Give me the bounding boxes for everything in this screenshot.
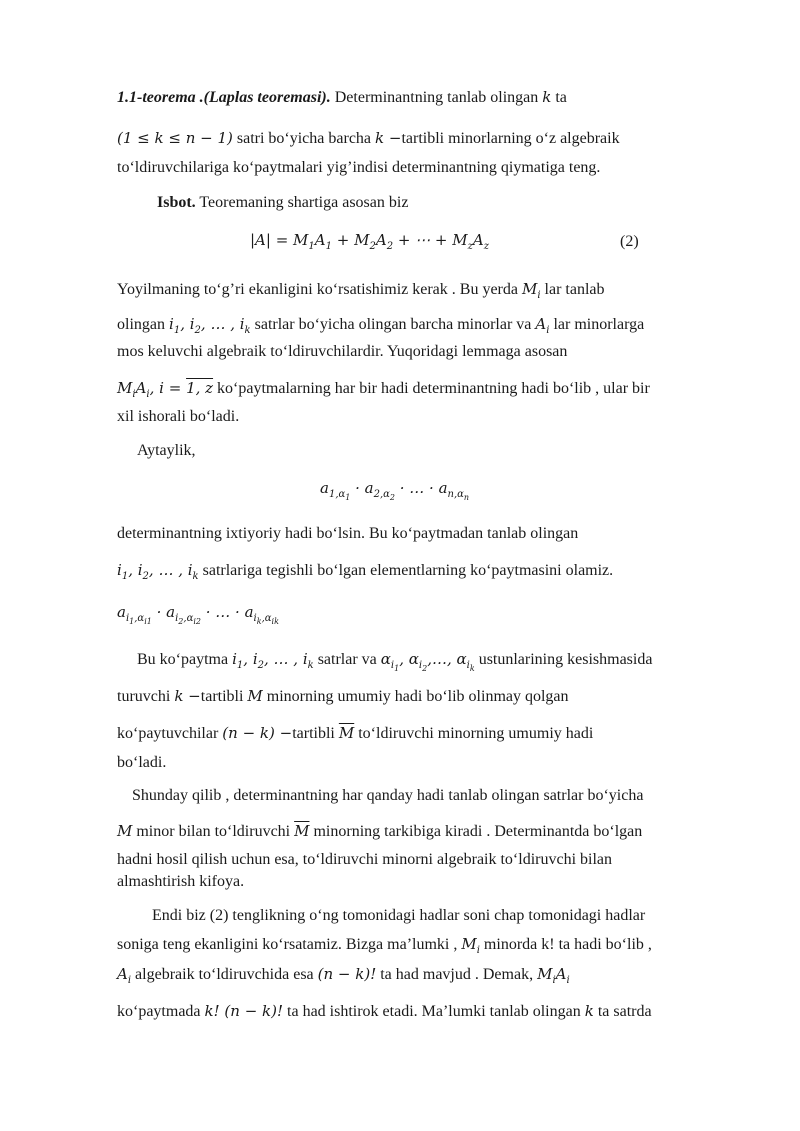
- text: Teoremaning shartiga asosan biz: [195, 194, 409, 211]
- text: ko‘paytmalarning har bir hadi determinantning hadi bo‘lib , ular bir: [213, 380, 650, 397]
- math-MiAi: $M_iA_i$: [537, 965, 570, 986]
- body-line-9: xil ishorali bo‘ladi.: [117, 408, 240, 425]
- text: ko‘paytuvchilar: [117, 725, 223, 742]
- text: turuvchi: [117, 688, 175, 705]
- body-line-6: [117, 314, 644, 341]
- formula-product-i: [117, 602, 279, 632]
- formula-2: [250, 230, 489, 257]
- text: lar tanlab: [540, 281, 605, 298]
- text: ustunlarining kesishmasida: [474, 651, 653, 668]
- body-line-19: Shunday qilib , determinantning har qanday hadi tanlab olingan satrlar bo‘yicha: [132, 787, 644, 804]
- text: ko‘paytmada: [117, 1003, 205, 1020]
- text: Determinantning tanlab olingan: [330, 89, 543, 106]
- math-product-i: $a_{i_1,\alpha_{i1}} \cdot a_{i_2,\alpha_{i2}}$ · … · $a_{i_k,\alpha_{ik}}$: [117, 603, 279, 626]
- formula-product: [320, 478, 469, 508]
- text: ta satrda: [593, 1003, 652, 1020]
- math-Mi: $M_i$: [521, 280, 541, 301]
- formula-expression: $|A| = M_1A_1 + M_2A_2$ + ⋯ + $M_zA_z$: [250, 231, 490, 252]
- body-line-26: [117, 1001, 652, 1022]
- body-line-22: almashtirish kifoya.: [117, 873, 245, 890]
- math-k-minus: k −: [174, 687, 201, 705]
- text: satrlariga tegishli bo‘lgan elementlarning ko‘paytmasini olamiz.: [198, 562, 614, 579]
- math-k: k: [542, 88, 552, 106]
- math-n-minus-k: (n − k) −: [222, 724, 293, 742]
- body-line-20: [117, 821, 642, 842]
- proof-label: Isbot.: [157, 194, 196, 211]
- text: satrlar va: [313, 651, 381, 668]
- body-line-18: bo‘ladi.: [117, 754, 167, 771]
- math-k-fact: k! (n − k)!: [204, 1002, 284, 1020]
- proof-line: [157, 193, 408, 213]
- text: tartibli minorlarning o‘z algebraik: [401, 130, 620, 147]
- math-i-list: $i_1$, $i_2$, … , $i_k$: [117, 561, 199, 582]
- math-M-bar: $\overline{M}$: [338, 724, 355, 742]
- math-k-minus: k −: [375, 129, 402, 147]
- text: olingan: [117, 316, 169, 333]
- math-Mi: $M_i$: [461, 935, 480, 956]
- math-MiAi: $M_iA_i$, i = 1, z: [117, 379, 214, 400]
- text: soniga teng ekanligini ko‘rsatamiz. Bizga ma’lumki ,: [117, 936, 462, 953]
- math-i-list: $i_1$, $i_2$, … , $i_k$: [169, 315, 251, 336]
- text: tartibli: [200, 688, 248, 705]
- body-line-10: Aytaylik,: [137, 442, 196, 459]
- math-k: k: [584, 1002, 594, 1020]
- body-line-7: mos keluvchi algebraik to‘ldiruvchilardir. Yuqoridagi lemmaga asosan: [117, 343, 568, 360]
- math-M-bar: $\overline{M}$: [294, 822, 310, 840]
- text: lar minorlarga: [549, 316, 645, 333]
- text: Bu ko‘paytma: [137, 651, 233, 668]
- text: minorning umumiy hadi bo‘lib olinmay qolgan: [262, 688, 569, 705]
- text: algebraik to‘ldiruvchida esa: [131, 966, 318, 983]
- body-line-16: [117, 686, 569, 707]
- math-alpha-list: $\alpha_{i_1}$, $\alpha_{i_2},\dots$, $\alpha_{i_k}$: [380, 650, 475, 673]
- text: minor bilan to‘ldiruvchi: [132, 823, 295, 840]
- math-condition: (1 ≤ k ≤ n − 1): [117, 129, 233, 147]
- formula-number: (2): [620, 233, 639, 250]
- math-Ai: $A_i$: [535, 315, 550, 336]
- math-M: M: [247, 687, 263, 705]
- theorem-title: 1.1-teorema .(Laplas teoremasi).: [117, 89, 331, 106]
- body-line-15: [137, 649, 652, 679]
- body-line-23: Endi biz (2) tenglikning o‘ng tomonidagi hadlar soni chap tomonidagi hadlar: [152, 907, 646, 924]
- theorem-line-2: [117, 128, 620, 149]
- body-line-12: determinantning ixtiyoriy hadi bo‘lsin. Bu ko‘paytmadan tanlab olingan: [117, 525, 579, 542]
- body-line-24: [117, 934, 652, 961]
- body-line-13: [117, 560, 613, 587]
- math-product: $a_{1,\alpha_1} \cdot a_{2,\alpha_2}$ · … · $a_{n,\alpha_n}$: [320, 479, 470, 502]
- body-line-8: [117, 378, 650, 405]
- body-line-21: hadni hosil qilish uchun esa, to‘ldiruvchi minorni algebraik to‘ldiruvchi bilan: [117, 851, 613, 868]
- text: tartibli: [292, 725, 339, 742]
- math-Ai: $A_i$: [117, 965, 132, 986]
- text: minorning tarkibiga kiradi . Determinantda bo‘lgan: [309, 823, 643, 840]
- body-line-25: [117, 964, 570, 991]
- text: Yoyilmaning to‘g’ri ekanligini ko‘rsatishimiz kerak . Bu yerda: [117, 281, 522, 298]
- body-line-5: [117, 279, 605, 306]
- theorem-line-3: to‘ldiruvchilariga ko‘paytmalari yig’indisi determinantning qiymatiga teng.: [117, 159, 601, 176]
- text: to‘ldiruvchi minorning umumiy hadi: [354, 725, 594, 742]
- theorem-line-1: [117, 87, 567, 108]
- text: ta had ishtirok etadi. Ma’lumki tanlab olingan: [283, 1003, 585, 1020]
- text: satrlar bo‘yicha olingan barcha minorlar va: [250, 316, 536, 333]
- text: minorda k! ta hadi bo‘lib ,: [479, 936, 652, 953]
- text: satri bo‘yicha barcha: [232, 130, 376, 147]
- math-i-list: $i_1$, $i_2$, … , $i_k$: [232, 650, 314, 671]
- text: ta: [551, 89, 567, 106]
- math-n-minus-k-fact: (n − k)!: [317, 965, 377, 983]
- body-line-17: [117, 723, 593, 744]
- text: ta had mavjud . Demak,: [376, 966, 538, 983]
- math-M: M: [117, 822, 133, 840]
